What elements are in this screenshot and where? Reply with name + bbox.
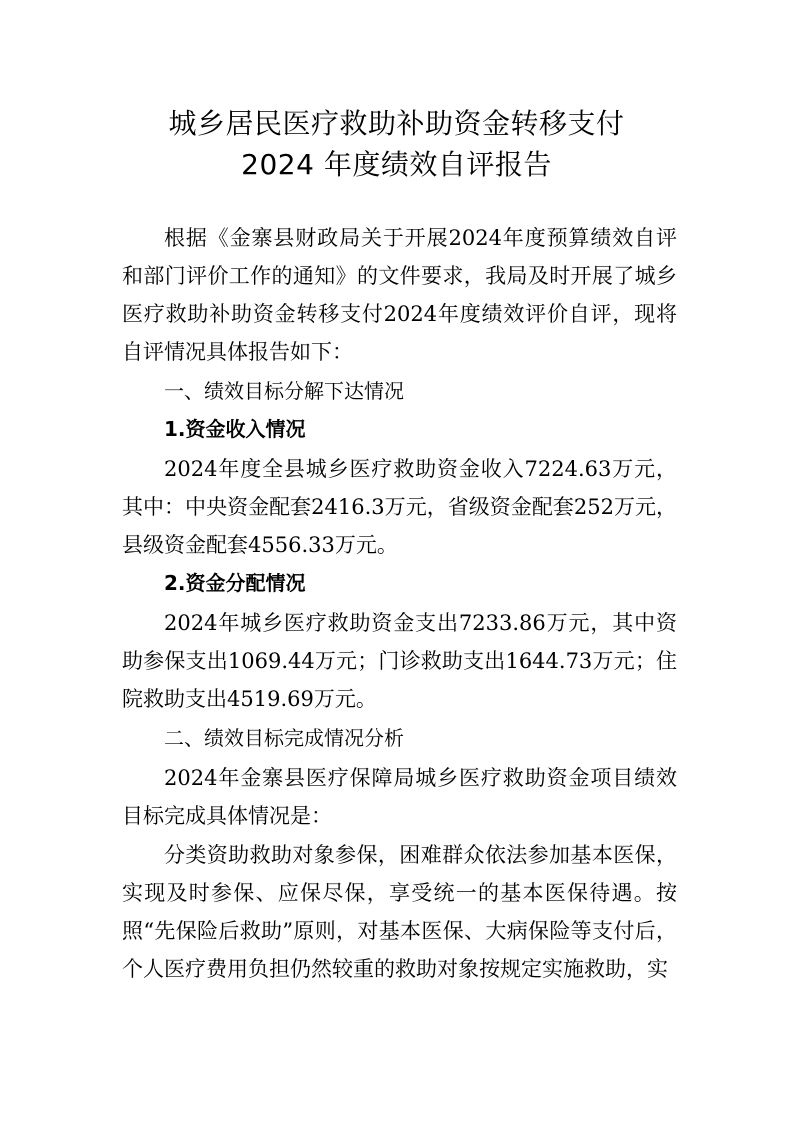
subsection-1-paragraph: 2024年度全县城乡医疗救助资金收入7224.63万元，其中：中央资金配套2416.3万元，省级资金配套252万元，县级资金配套4556.33万元。 xyxy=(122,457,677,557)
section-2-body-paragraph: 分类资助救助对象参保，困难群众依法参加基本医保，实现及时参保、应保尽保，享受统一的基本医保待遇。按照“先保险后救助”原则，对基本医保、大病保险等支付后，个人医疗费用负担仍然较重的救助对象按规定实施救助，实 xyxy=(122,843,677,981)
subsection-2-paragraph: 2024年城乡医疗救助资金支出7233.86万元，其中资助参保支出1069.44万元；门诊救助支出1644.73万元；住院救助支出4519.69万元。 xyxy=(122,611,677,711)
subsection-1-heading: 1.资金收入情况 xyxy=(164,417,306,441)
report-title-line-1: 城乡居民医疗救助补助资金转移支付 xyxy=(168,107,625,140)
intro-paragraph: 根据《金寨县财政局关于开展2024年度预算绩效自评和部门评价工作的通知》的文件要求，我局及时开展了城乡医疗救助补助资金转移支付2024年度绩效评价自评，现将自评情况具体报告如下： xyxy=(122,226,677,364)
subsection-2-heading: 2.资金分配情况 xyxy=(164,571,306,595)
section-2-intro-paragraph: 2024年金寨县医疗保障局城乡医疗救助资金项目绩效目标完成具体情况是： xyxy=(122,766,677,828)
section-2-heading: 二、绩效目标完成情况分析 xyxy=(164,726,404,750)
section-1-heading: 一、绩效目标分解下达情况 xyxy=(164,379,404,403)
report-title-line-2: 2024 年度绩效自评报告 xyxy=(241,148,552,181)
